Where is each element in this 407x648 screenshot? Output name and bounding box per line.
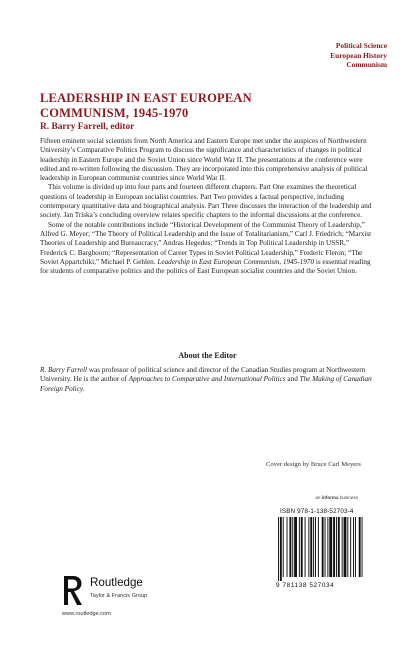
isbn-barcode-icon bbox=[276, 517, 364, 581]
barcode-bar bbox=[350, 517, 351, 577]
blurb-text: Some of the notable contributions include “Historical Development of the Communist Theory of Leadership,” Alfred G. Meyer; “The Theory of Political Leadership and the Issue of Totalitarianism,” Carl J. Friedrich; “Marxist Theories of Leadership and Bureaucracy,” Andras Hegedus; “Trends in Top Political Leadership in USSR,” Frederick C. Barghoorn; “Representation of Career Types in Soviet Political Leadership,” Frederic Fleron; “The Soviet Appartchiki,” Michael P. Gehlen. bbox=[40, 220, 372, 266]
barcode-bar bbox=[338, 517, 340, 577]
barcode-bar bbox=[308, 517, 309, 577]
book-title-italic: Approaches to Comparative and International Politics bbox=[128, 375, 286, 384]
about-text: . bbox=[83, 384, 85, 393]
barcode-bar bbox=[287, 517, 288, 577]
barcode-digits: 9 781138 527034 bbox=[276, 582, 335, 589]
barcode-bar bbox=[329, 517, 332, 577]
barcode-bar bbox=[353, 517, 354, 577]
informa-prefix: an bbox=[315, 495, 322, 500]
barcode-bar bbox=[299, 517, 300, 577]
barcode-bar bbox=[333, 517, 335, 577]
barcode-bar bbox=[336, 517, 337, 577]
book-title-italic: Leadership in East European Communism, 1945-1970 bbox=[157, 257, 315, 266]
blurb bbox=[40, 137, 375, 276]
barcode-bar bbox=[310, 517, 312, 577]
blurb-paragraph: This volume is divided up into four parts and fourteen different chapters. Part One examines the theoretical questions of leadership in European socialist countries. Part Two provides a factual perspective, including contemporary quantitative data and biographical analysis. Part Three discusses the interaction of the leadership and society. Jan Triska’s concluding overview relates specific chapters to the informal discussions at the conference. bbox=[40, 183, 372, 220]
barcode-bar bbox=[278, 517, 279, 581]
isbn-label: ISBN 978-1-138-52703-4 bbox=[280, 508, 354, 515]
informa-brand: informa bbox=[321, 495, 339, 500]
barcode-bar bbox=[359, 517, 361, 577]
barcode-bar bbox=[318, 517, 319, 577]
barcode-bar bbox=[344, 517, 347, 577]
blurb-text: is essential reading for students of comparative politics and the politics of East European socialist countries and the Soviet Union. bbox=[40, 257, 371, 276]
subject-categories bbox=[330, 41, 387, 70]
subject-item: Communism bbox=[346, 60, 387, 70]
barcode-bar bbox=[313, 517, 314, 577]
book-title bbox=[40, 91, 380, 120]
subject-item: European History bbox=[330, 50, 387, 60]
subject-item: Political Science bbox=[335, 41, 387, 50]
informa-suffix: business bbox=[338, 495, 358, 500]
barcode-bar bbox=[289, 517, 291, 577]
barcode-bar bbox=[283, 517, 284, 577]
barcode-bar bbox=[322, 517, 324, 577]
barcode-bar bbox=[305, 517, 306, 577]
book-title-italic: The Making of Canadian Foreign Policy bbox=[40, 375, 372, 393]
blurb-paragraph: Fifteen eminent social scientists from North America and Eastern Europe met under the auspices of Northwestern University’s Comparative Politics Program to discuss the significance and characteristics of changes in political leadership in Eastern Europe and the Soviet Union since World War II. The presentations at the conference were edited and re-written following the discussion. They are incorporated into this comprehensive analysis of political leadership in European communist countries since World War II. bbox=[40, 137, 368, 183]
barcode-bar bbox=[347, 517, 348, 577]
barcode-bar bbox=[292, 517, 293, 577]
publisher-website: www.routledge.com bbox=[62, 611, 111, 617]
about-editor-heading: About the Editor bbox=[178, 351, 237, 360]
about-text: and bbox=[285, 375, 300, 384]
barcode-bar bbox=[327, 517, 328, 577]
about-text: was professor of political science and director of the Canadian Studies program at Northwestern University. He is the author of bbox=[40, 366, 366, 384]
routledge-r-logo-icon bbox=[62, 573, 84, 607]
informa-business-label bbox=[315, 495, 358, 500]
publisher-group: Taylor & Francis Group bbox=[90, 593, 148, 599]
title-line: COMMUNISM, 1945-1970 bbox=[40, 105, 189, 120]
barcode-bar bbox=[355, 517, 356, 577]
barcode-bar bbox=[362, 517, 363, 577]
publisher-name: Routledge bbox=[90, 576, 143, 589]
about-editor-text bbox=[40, 366, 375, 394]
cover-design-credit: Cover design by Bruce Carl Meyers bbox=[265, 461, 361, 468]
barcode-bar bbox=[301, 517, 303, 577]
barcode-bar bbox=[342, 517, 343, 577]
title-line: LEADERSHIP IN EAST EUROPEAN bbox=[40, 91, 252, 105]
barcode-bar bbox=[315, 517, 316, 577]
editor-name: R. Barry Farrell, editor bbox=[40, 122, 135, 132]
blurb-paragraph bbox=[40, 221, 375, 277]
editor-name-italic: R. Barry Farrell bbox=[40, 366, 88, 374]
barcode-bar bbox=[294, 517, 297, 577]
barcode-bar bbox=[280, 517, 282, 581]
barcode-bar bbox=[325, 517, 326, 577]
